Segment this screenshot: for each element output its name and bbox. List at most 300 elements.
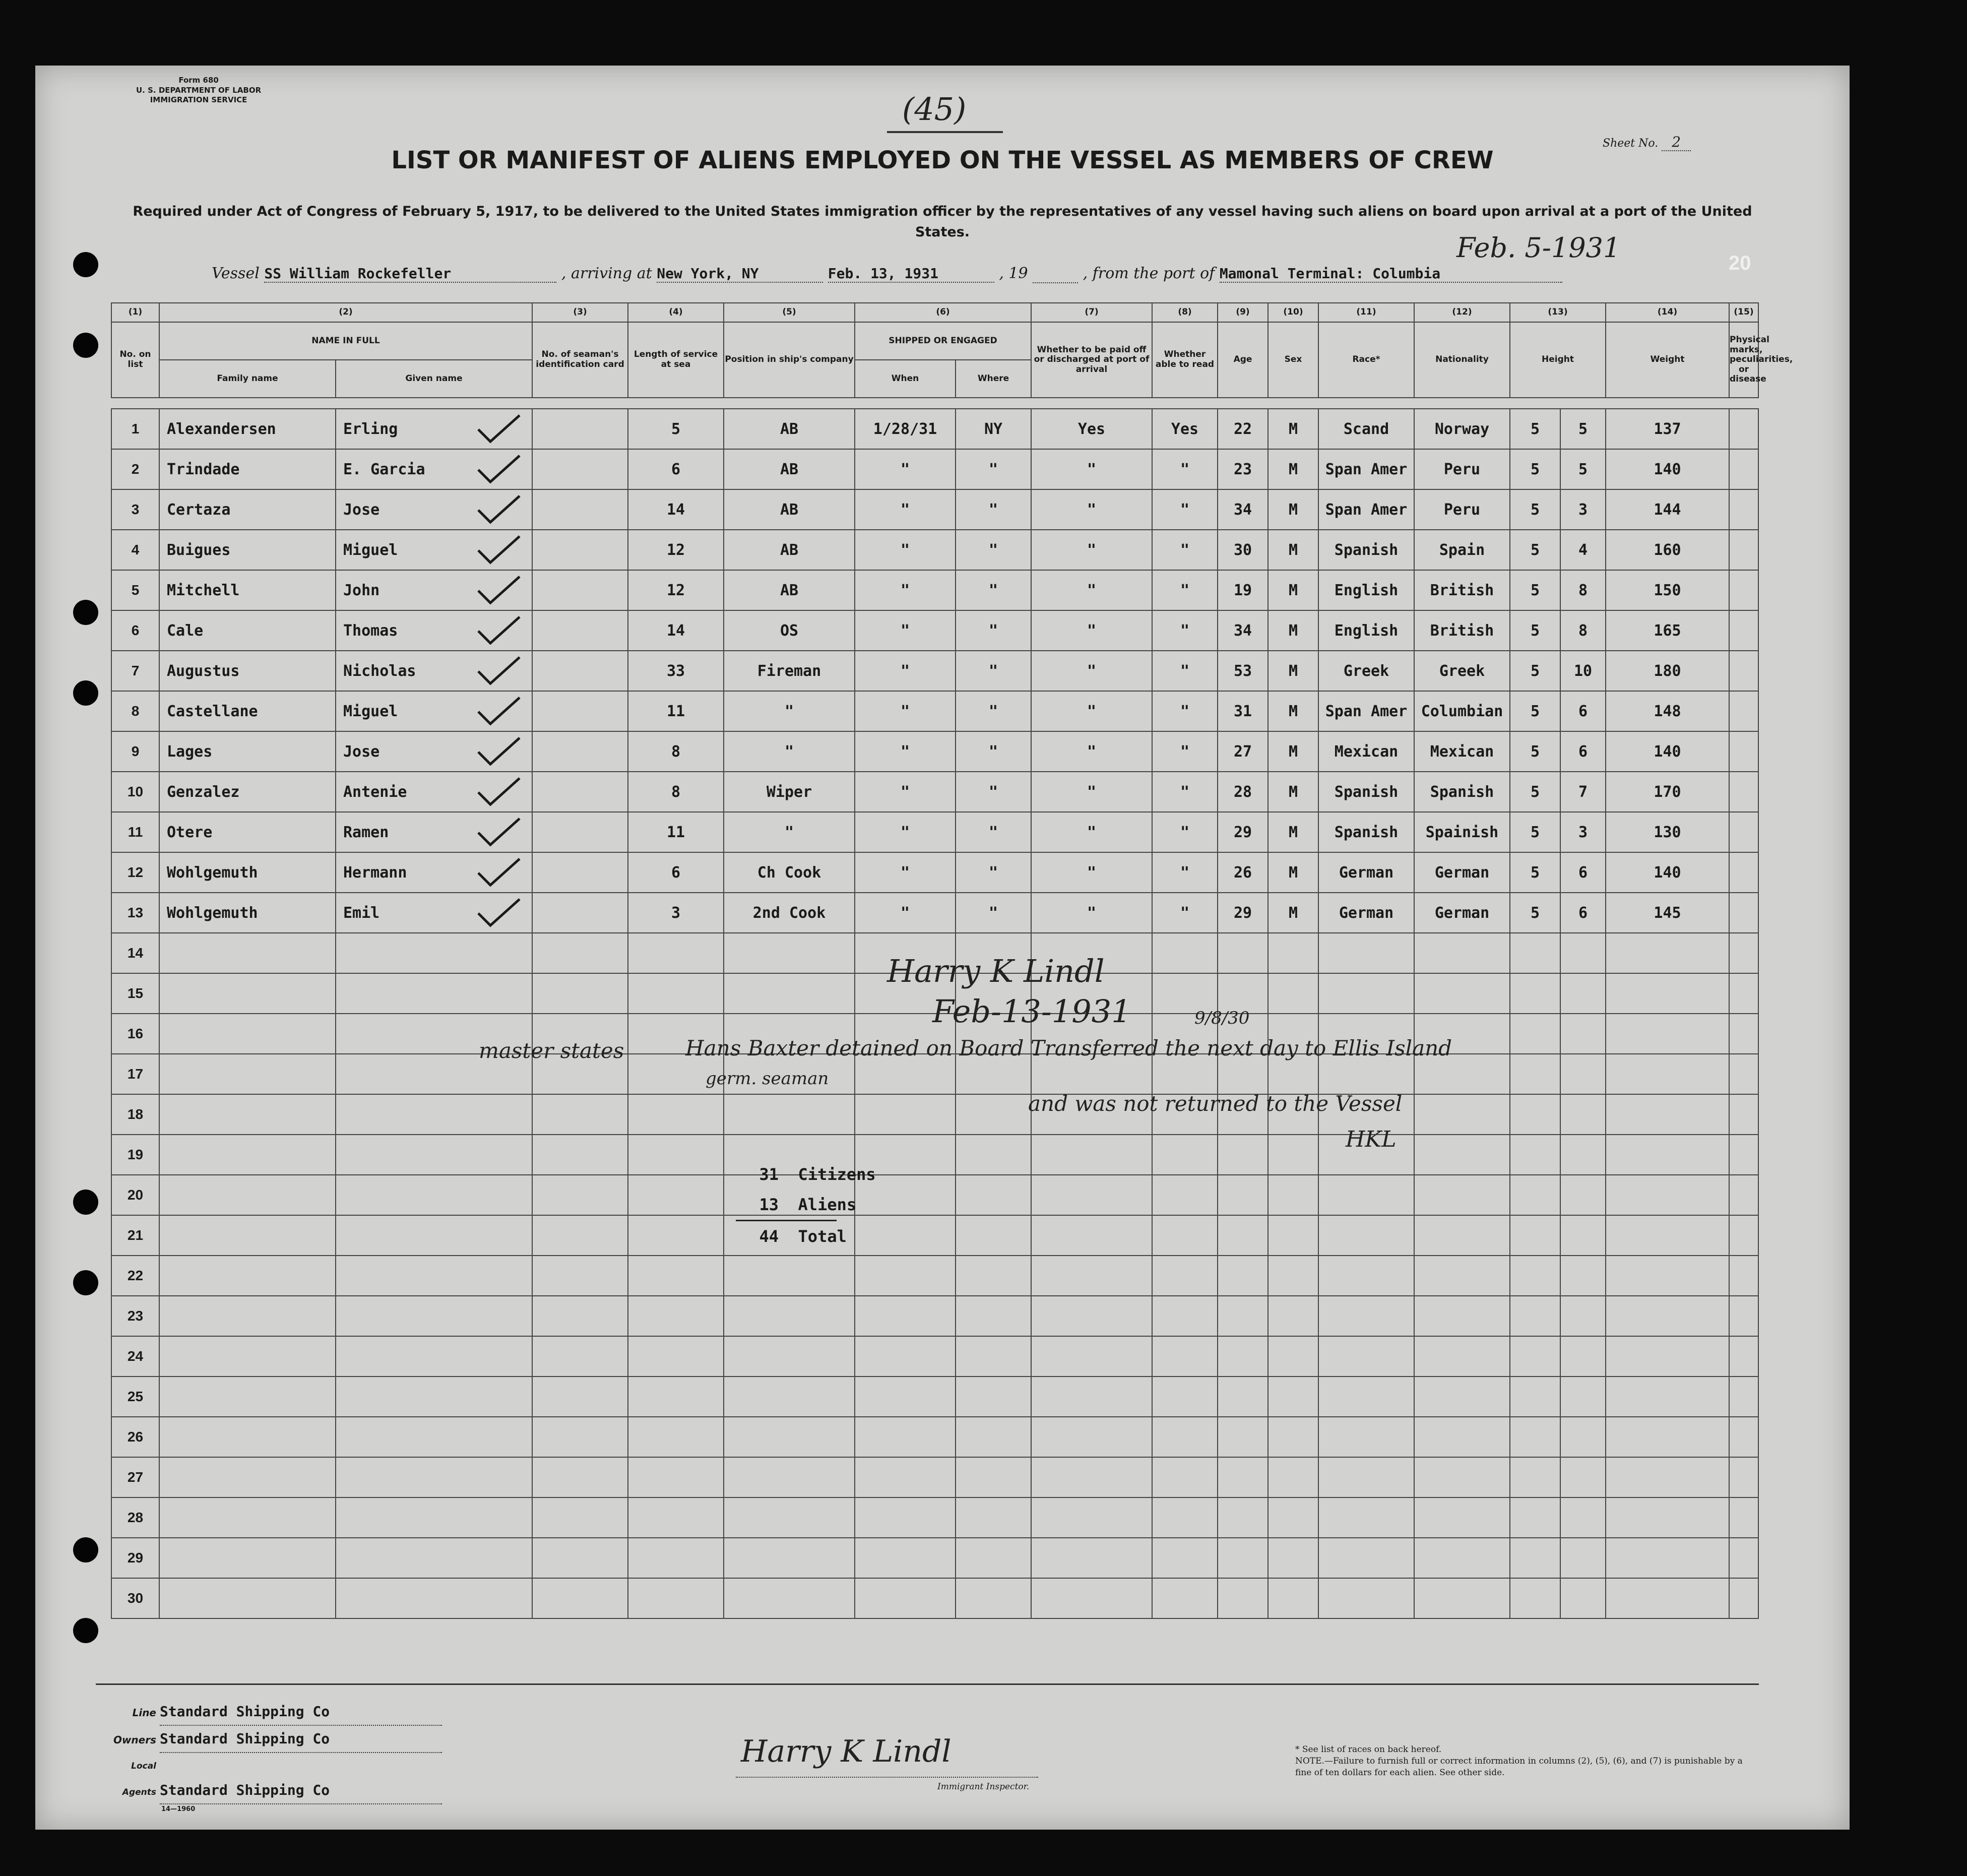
cell-given-name — [336, 1135, 532, 1175]
cell-nationality — [1414, 933, 1510, 973]
footnote-races: * See list of races on back hereof. — [1295, 1744, 1442, 1755]
note-line-2: and was not returned to the Vessel — [1028, 1091, 1403, 1116]
cell-service-length — [628, 1538, 724, 1578]
given-name-text: Hermann — [343, 863, 407, 882]
cell-able-to-read: " — [1152, 893, 1218, 933]
cell-marks — [1729, 973, 1758, 1014]
cell-age: 19 — [1218, 570, 1268, 610]
cell-family-name: Augustus — [159, 651, 336, 691]
cell-height-in: 10 — [1560, 651, 1606, 691]
cell-able-to-read — [1152, 1135, 1218, 1175]
cell-given-name — [336, 449, 532, 489]
cell-age: 34 — [1218, 610, 1268, 651]
col-number: (15) — [1729, 303, 1758, 322]
cell-age — [1218, 973, 1268, 1014]
cell-row-number: 21 — [111, 1215, 159, 1256]
cell-service-length — [628, 1215, 724, 1256]
cell-marks — [1729, 1094, 1758, 1135]
cell-given-name — [336, 1336, 532, 1377]
cell-height-in — [1560, 1457, 1606, 1497]
page-number: 20 — [1729, 252, 1751, 274]
cell-able-to-read: " — [1152, 852, 1218, 893]
checkmark-icon — [476, 454, 522, 488]
cell-race: English — [1318, 570, 1414, 610]
checkmark-icon — [476, 615, 522, 649]
cell-position — [724, 1256, 855, 1296]
cell-age — [1218, 1417, 1268, 1457]
cell-id-card — [532, 1256, 628, 1296]
cell-sex — [1268, 1457, 1318, 1497]
cell-shipped-when: " — [855, 893, 956, 933]
cell-race — [1318, 1538, 1414, 1578]
cell-height-in: 6 — [1560, 852, 1606, 893]
col-number: (7) — [1031, 303, 1152, 322]
cell-age: 26 — [1218, 852, 1268, 893]
cell-sex: M — [1268, 489, 1318, 530]
cell-sex — [1268, 1135, 1318, 1175]
cell-height-in: 4 — [1560, 530, 1606, 570]
cell-height-ft — [1510, 973, 1560, 1014]
cell-marks — [1729, 893, 1758, 933]
cell-height-in — [1560, 1094, 1606, 1135]
cell-age — [1218, 1215, 1268, 1256]
cell-sex: M — [1268, 570, 1318, 610]
cell-marks — [1729, 1256, 1758, 1296]
given-name-text: Antenie — [343, 783, 407, 801]
cell-given-name — [336, 1578, 532, 1618]
cell-position — [724, 1094, 855, 1135]
cell-weight — [1606, 933, 1729, 973]
page-title: LIST OR MANIFEST OF ALIENS EMPLOYED ON THE VESSEL AS MEMBERS OF CREW — [391, 146, 1494, 174]
cell-age — [1218, 1336, 1268, 1377]
cell-race: Span Amer — [1318, 449, 1414, 489]
cell-height-ft — [1510, 1175, 1560, 1215]
header-weight: Weight — [1606, 322, 1729, 398]
cell-id-card — [532, 570, 628, 610]
cell-weight — [1606, 1054, 1729, 1094]
cell-marks — [1729, 409, 1758, 449]
given-name-text: Emil — [343, 904, 380, 922]
cell-row-number: 18 — [111, 1094, 159, 1135]
cell-weight: 160 — [1606, 530, 1729, 570]
table-row — [111, 1175, 1758, 1215]
cell-age — [1218, 933, 1268, 973]
cell-id-card — [532, 1135, 628, 1175]
cell-age — [1218, 1175, 1268, 1215]
cell-marks — [1729, 1538, 1758, 1578]
cell-race: English — [1318, 610, 1414, 651]
cell-family-name — [159, 1296, 336, 1336]
cell-weight — [1606, 1175, 1729, 1215]
cell-service-length: 11 — [628, 812, 724, 852]
cell-row-number: 3 — [111, 489, 159, 530]
cell-paid-off: " — [1031, 449, 1152, 489]
cell-weight — [1606, 1457, 1729, 1497]
cell-service-length: 6 — [628, 852, 724, 893]
cell-shipped-when: " — [855, 651, 956, 691]
cell-sex — [1268, 1296, 1318, 1336]
cell-row-number: 20 — [111, 1175, 159, 1215]
cell-id-card — [532, 1578, 628, 1618]
cell-marks — [1729, 933, 1758, 973]
cell-service-length — [628, 1296, 724, 1336]
checkmark-icon — [476, 696, 522, 730]
cell-height-in — [1560, 1296, 1606, 1336]
cell-able-to-read — [1152, 1457, 1218, 1497]
cell-age — [1218, 1135, 1268, 1175]
cell-race — [1318, 1417, 1414, 1457]
cell-height-in: 7 — [1560, 772, 1606, 812]
cell-able-to-read: " — [1152, 610, 1218, 651]
cell-shipped-where: " — [956, 691, 1031, 731]
given-name-text: Miguel — [343, 702, 398, 720]
vessel-name: SS William Rockefeller — [264, 265, 556, 283]
cell-paid-off — [1031, 1296, 1152, 1336]
service-name: IMMIGRATION SERVICE — [150, 95, 247, 104]
punch-hole — [73, 600, 98, 625]
cell-height-ft — [1510, 1215, 1560, 1256]
table-row — [111, 691, 1758, 731]
cell-paid-off — [1031, 1336, 1152, 1377]
cell-row-number: 19 — [111, 1135, 159, 1175]
cell-height-ft: 5 — [1510, 812, 1560, 852]
footer-owners-label: Owners — [113, 1734, 156, 1746]
cell-given-name — [336, 893, 532, 933]
year-label: , 19 — [999, 265, 1028, 282]
cell-service-length: 8 — [628, 772, 724, 812]
cell-id-card — [532, 1377, 628, 1417]
cell-shipped-when: " — [855, 691, 956, 731]
cell-marks — [1729, 651, 1758, 691]
cell-family-name — [159, 1094, 336, 1135]
totals-total — [736, 1221, 876, 1252]
cell-able-to-read: " — [1152, 691, 1218, 731]
cell-height-ft: 5 — [1510, 852, 1560, 893]
cell-shipped-when: " — [855, 610, 956, 651]
cell-row-number: 13 — [111, 893, 159, 933]
cell-age: 22 — [1218, 409, 1268, 449]
cell-race — [1318, 1336, 1414, 1377]
cell-service-length — [628, 1497, 724, 1538]
cell-row-number: 24 — [111, 1336, 159, 1377]
punch-hole — [73, 252, 98, 277]
cell-race — [1318, 1215, 1414, 1256]
cell-sex: M — [1268, 610, 1318, 651]
cell-given-name — [336, 1215, 532, 1256]
cell-paid-off — [1031, 1497, 1152, 1538]
note-sub: germ. seaman — [706, 1069, 829, 1089]
checkmark-icon — [476, 413, 522, 448]
vessel-label: Vessel — [212, 265, 260, 282]
cell-shipped-when — [855, 1256, 956, 1296]
cell-family-name — [159, 1578, 336, 1618]
cell-height-ft — [1510, 1457, 1560, 1497]
cell-weight: 140 — [1606, 852, 1729, 893]
cell-service-length: 12 — [628, 530, 724, 570]
inspector-label: Immigrant Inspector. — [937, 1782, 1030, 1792]
punch-hole — [73, 1537, 98, 1562]
cell-marks — [1729, 1497, 1758, 1538]
cell-position: AB — [724, 530, 855, 570]
cell-shipped-where — [956, 1457, 1031, 1497]
handwritten-date: Feb. 5-1931 — [1456, 232, 1621, 264]
cell-age — [1218, 1578, 1268, 1618]
cell-shipped-where — [956, 1336, 1031, 1377]
cell-position — [724, 1538, 855, 1578]
cell-height-ft: 5 — [1510, 691, 1560, 731]
cell-able-to-read: " — [1152, 530, 1218, 570]
cell-weight: 137 — [1606, 409, 1729, 449]
cell-row-number: 12 — [111, 852, 159, 893]
cell-able-to-read: " — [1152, 449, 1218, 489]
cell-service-length — [628, 1377, 724, 1417]
cell-shipped-when — [855, 1336, 956, 1377]
cell-family-name — [159, 1377, 336, 1417]
table-row — [111, 772, 1758, 812]
cell-height-in — [1560, 1175, 1606, 1215]
cell-marks — [1729, 1215, 1758, 1256]
cell-row-number: 2 — [111, 449, 159, 489]
cell-id-card — [532, 610, 628, 651]
header-age: Age — [1218, 322, 1268, 398]
cell-given-name — [336, 409, 532, 449]
cell-race — [1318, 1175, 1414, 1215]
table-row — [111, 1417, 1758, 1457]
cell-sex — [1268, 973, 1318, 1014]
cell-marks — [1729, 1336, 1758, 1377]
cell-family-name — [159, 1256, 336, 1296]
cell-shipped-when — [855, 1457, 956, 1497]
cell-family-name: Cale — [159, 610, 336, 651]
cell-family-name — [159, 1336, 336, 1377]
cell-height-in — [1560, 1135, 1606, 1175]
footer-line-value: Standard Shipping Co — [160, 1699, 442, 1726]
manifest-page — [35, 66, 1850, 1830]
top-handwritten-mark: (45) — [902, 91, 967, 128]
cell-sex: M — [1268, 852, 1318, 893]
cell-sex — [1268, 1497, 1318, 1538]
cell-height-ft: 5 — [1510, 489, 1560, 530]
form-header — [136, 76, 261, 105]
cell-nationality — [1414, 1497, 1510, 1538]
cell-height-ft — [1510, 1296, 1560, 1336]
cell-height-ft: 5 — [1510, 610, 1560, 651]
cell-shipped-when — [855, 1094, 956, 1135]
cell-row-number: 5 — [111, 570, 159, 610]
cell-weight — [1606, 1094, 1729, 1135]
cell-nationality — [1414, 1094, 1510, 1135]
cell-id-card — [532, 812, 628, 852]
cell-weight — [1606, 1377, 1729, 1417]
cell-height-ft: 5 — [1510, 772, 1560, 812]
cell-given-name — [336, 731, 532, 772]
cell-marks — [1729, 691, 1758, 731]
cell-sex — [1268, 1578, 1318, 1618]
cell-paid-off: " — [1031, 852, 1152, 893]
checkmark-icon — [476, 575, 522, 609]
cell-family-name — [159, 1175, 336, 1215]
cell-height-in — [1560, 1377, 1606, 1417]
checkmark-icon — [476, 776, 522, 810]
totals-block — [736, 1159, 876, 1252]
punch-hole — [73, 680, 98, 706]
cell-nationality: Norway — [1414, 409, 1510, 449]
cell-service-length — [628, 973, 724, 1014]
header-shipped: SHIPPED OR ENGAGED — [855, 322, 1031, 360]
table-row — [111, 449, 1758, 489]
cell-age — [1218, 1256, 1268, 1296]
footer-agents-label: Local Agents — [122, 1761, 156, 1797]
cell-shipped-where — [956, 1215, 1031, 1256]
given-name-text: Erling — [343, 420, 398, 438]
cell-age: 29 — [1218, 812, 1268, 852]
header-height: Height — [1510, 322, 1606, 398]
header-where: Where — [956, 360, 1031, 398]
cell-given-name — [336, 1497, 532, 1538]
cell-family-name: Alexandersen — [159, 409, 336, 449]
cell-shipped-where: " — [956, 812, 1031, 852]
cell-nationality — [1414, 1175, 1510, 1215]
cell-nationality — [1414, 1578, 1510, 1618]
cell-shipped-when: " — [855, 852, 956, 893]
table-row — [111, 1296, 1758, 1336]
note-prefix: master states — [479, 1038, 624, 1063]
cell-race: Mexican — [1318, 731, 1414, 772]
cell-row-number: 15 — [111, 973, 159, 1014]
cell-able-to-read: " — [1152, 772, 1218, 812]
cell-race: Scand — [1318, 409, 1414, 449]
form-number: Form 680 — [178, 76, 219, 85]
cell-able-to-read — [1152, 1417, 1218, 1457]
cell-sex — [1268, 933, 1318, 973]
cell-given-name — [336, 691, 532, 731]
cell-sex: M — [1268, 812, 1318, 852]
cell-nationality: Peru — [1414, 489, 1510, 530]
header-race: Race* — [1318, 322, 1414, 398]
table-row — [111, 409, 1758, 449]
cell-service-length: 3 — [628, 893, 724, 933]
cell-height-ft — [1510, 1336, 1560, 1377]
cell-marks — [1729, 449, 1758, 489]
header-rule — [887, 131, 1003, 133]
cell-marks — [1729, 1457, 1758, 1497]
cell-family-name: Mitchell — [159, 570, 336, 610]
cell-service-length: 33 — [628, 651, 724, 691]
cell-sex — [1268, 1538, 1318, 1578]
cell-position — [724, 1578, 855, 1618]
totals-total-count: 44 — [759, 1227, 779, 1246]
cell-id-card — [532, 731, 628, 772]
cell-family-name — [159, 1054, 336, 1094]
table-row — [111, 651, 1758, 691]
cell-shipped-where — [956, 1256, 1031, 1296]
cell-service-length — [628, 1578, 724, 1618]
cell-able-to-read — [1152, 1175, 1218, 1215]
footer-owners-value: Standard Shipping Co — [160, 1726, 442, 1753]
cell-id-card — [532, 1215, 628, 1256]
checkmark-icon — [476, 897, 522, 931]
cell-shipped-where: " — [956, 449, 1031, 489]
cell-weight — [1606, 1296, 1729, 1336]
cell-given-name — [336, 1457, 532, 1497]
cell-weight — [1606, 1417, 1729, 1457]
cell-given-name — [336, 1256, 532, 1296]
cell-service-length: 11 — [628, 691, 724, 731]
checkmark-icon — [476, 736, 522, 770]
cell-height-ft — [1510, 1094, 1560, 1135]
cell-id-card — [532, 409, 628, 449]
cell-given-name — [336, 812, 532, 852]
cell-id-card — [532, 1175, 628, 1215]
cell-marks — [1729, 610, 1758, 651]
cell-position: Ch Cook — [724, 852, 855, 893]
given-name-text: Thomas — [343, 621, 398, 640]
table-row — [111, 610, 1758, 651]
cell-shipped-where: " — [956, 489, 1031, 530]
cell-weight: 150 — [1606, 570, 1729, 610]
cell-nationality: Spainish — [1414, 812, 1510, 852]
cell-marks — [1729, 1175, 1758, 1215]
cell-position: AB — [724, 409, 855, 449]
cell-row-number: 29 — [111, 1538, 159, 1578]
cell-race — [1318, 1256, 1414, 1296]
cell-nationality: British — [1414, 570, 1510, 610]
cell-given-name — [336, 489, 532, 530]
cell-height-in — [1560, 1538, 1606, 1578]
cell-service-length: 8 — [628, 731, 724, 772]
cell-nationality: Columbian — [1414, 691, 1510, 731]
cell-id-card — [532, 1296, 628, 1336]
footer-agents-value: Standard Shipping Co — [160, 1777, 442, 1804]
cell-given-name — [336, 1296, 532, 1336]
cell-position: AB — [724, 449, 855, 489]
cell-id-card — [532, 1497, 628, 1538]
cell-sex: M — [1268, 893, 1318, 933]
table-row — [111, 1256, 1758, 1296]
cell-able-to-read — [1152, 1336, 1218, 1377]
cell-height-ft: 5 — [1510, 409, 1560, 449]
cell-paid-off — [1031, 1377, 1152, 1417]
cell-weight — [1606, 1215, 1729, 1256]
cell-given-name — [336, 1094, 532, 1135]
cell-paid-off — [1031, 1417, 1152, 1457]
checkmark-icon — [476, 494, 522, 528]
cell-shipped-when — [855, 1538, 956, 1578]
arrival-port: New York, NY — [657, 265, 823, 283]
cell-age: 31 — [1218, 691, 1268, 731]
cell-able-to-read: Yes — [1152, 409, 1218, 449]
cell-height-ft: 5 — [1510, 570, 1560, 610]
cell-shipped-where: " — [956, 651, 1031, 691]
col-number: (12) — [1414, 303, 1510, 322]
cell-sex: M — [1268, 530, 1318, 570]
cell-race — [1318, 933, 1414, 973]
cell-service-length — [628, 933, 724, 973]
col-number: (10) — [1268, 303, 1318, 322]
cell-height-in — [1560, 1256, 1606, 1296]
cell-sex — [1268, 1336, 1318, 1377]
cell-sex: M — [1268, 772, 1318, 812]
col-number: (11) — [1318, 303, 1414, 322]
cell-paid-off: " — [1031, 893, 1152, 933]
cell-service-length: 14 — [628, 610, 724, 651]
cell-shipped-when: " — [855, 449, 956, 489]
cell-shipped-where: " — [956, 772, 1031, 812]
cell-weight — [1606, 973, 1729, 1014]
cell-able-to-read — [1152, 933, 1218, 973]
cell-weight: 145 — [1606, 893, 1729, 933]
cell-age: 27 — [1218, 731, 1268, 772]
